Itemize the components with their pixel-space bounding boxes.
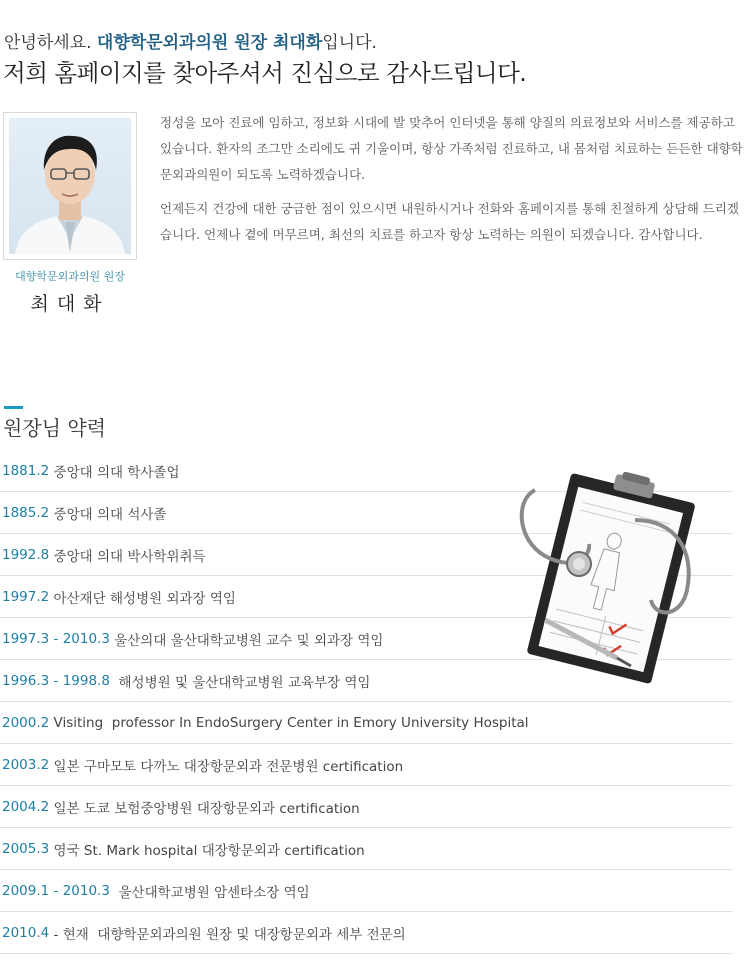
intro-paragraph-1: 정성을 모아 진료에 임하고, 정보화 시대에 발 맞추어 인터넷을 통해 양질의 의료정보와 서비스를 제공하고 있습니다. 환자의 조그만 소리에도 귀 기울이며, 항상 가족처럼 진료하고, 내 몸처럼 치료하는 든든한 대향학문외과의원이 되도록 노력하겠습니다. (160, 115, 743, 182)
career-year: 1881.2 (2, 462, 50, 479)
career-year: 2010.4 (2, 924, 50, 941)
intro-paragraph-2: 언제든지 건강에 대한 궁금한 점이 있으시면 내원하시거나 전화와 홈페이지를 통해 친절하게 상담해 드리겠습니다. 언제나 곁에 머무르며, 최선의 치료를 하고자 항상 노력하는 의원이 되겠습니다. 감사합니다. (160, 201, 739, 242)
career-year: 2005.3 (2, 840, 50, 857)
career-text: 해성병원 및 울산대학교병원 교육부장 역임 (109, 674, 371, 691)
clinic-director-name: 대향학문외과의원 원장 최대화 (96, 33, 323, 53)
director-caption: 대향학문외과의원 원장 (15, 270, 125, 283)
career-text: Visiting professor In EndoSurgery Center in Emory University Hospital (49, 714, 529, 731)
director-signature: 최대화 (30, 293, 110, 315)
career-year: 1992.8 (2, 546, 50, 563)
career-text: 중앙대 의대 학사졸업 (49, 464, 180, 481)
career-text: 중앙대 의대 박사학위취득 (49, 548, 206, 565)
career-text: 아산재단 해성병원 외과장 역임 (49, 590, 236, 607)
career-text: - 현재 대향학문외과의원 원장 및 대장항문외과 세부 전문의 (49, 926, 406, 943)
career-year: 1996.3 - 1998.8 (2, 672, 110, 689)
director-photo-frame (3, 112, 137, 260)
career-year: 1997.3 - 2010.3 (2, 630, 110, 647)
career-text: 일본 구마모토 다까노 대장항문외과 전문병원 certification (49, 758, 404, 775)
career-item (0, 702, 733, 744)
career-text: 울산대학교병원 암센타소장 역임 (109, 884, 310, 901)
greeting-suffix: 입니다. (322, 33, 377, 53)
career-section-title: 원장님 약력 (3, 416, 106, 440)
career-item (0, 744, 733, 786)
career-year: 2009.1 - 2010.3 (2, 882, 110, 899)
greeting-prefix: 안녕하세요. (4, 33, 97, 53)
career-item (0, 828, 733, 870)
career-text: 영국 St. Mark hospital 대장항문외과 certification (49, 842, 365, 859)
greeting-line-1 (4, 28, 377, 53)
clipboard-stethoscope-illustration (505, 460, 705, 695)
career-item (0, 786, 733, 828)
career-item (0, 912, 733, 954)
career-year: 2000.2 (2, 714, 50, 731)
career-year: 1997.2 (2, 588, 50, 605)
career-year: 2003.2 (2, 756, 50, 773)
career-text: 울산의대 울산대학교병원 교수 및 외과장 역임 (109, 632, 384, 649)
section-title-bar (4, 406, 23, 409)
career-text: 일본 도쿄 보험중앙병원 대장항문외과 certification (49, 800, 360, 817)
career-text: 중앙대 의대 석사졸 (49, 506, 167, 523)
intro-text (160, 110, 749, 256)
career-item (0, 870, 733, 912)
director-photo (9, 118, 131, 254)
career-year: 1885.2 (2, 504, 50, 521)
career-year: 2004.2 (2, 798, 50, 815)
greeting-line-2: 저희 홈페이지를 찾아주셔서 진심으로 감사드립니다. (3, 59, 527, 87)
